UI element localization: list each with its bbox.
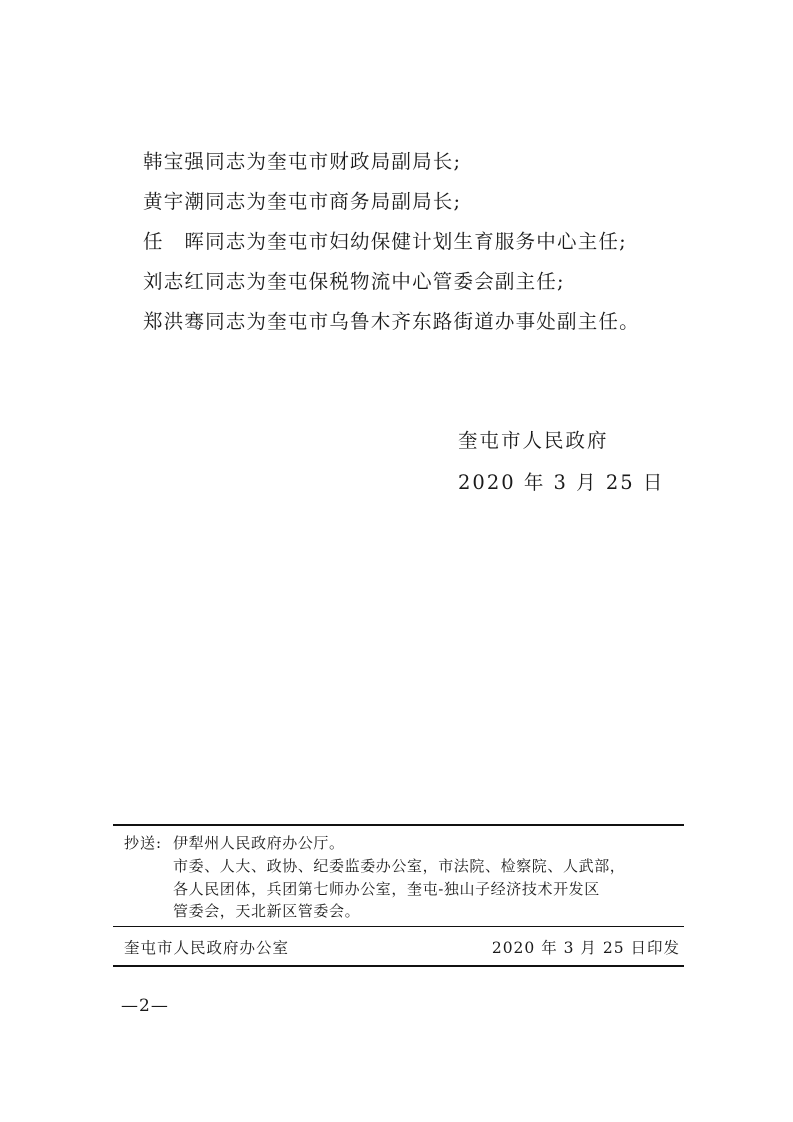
middle-divider — [113, 926, 684, 927]
cc-line: 管委会，天北新区管委会。 — [173, 902, 361, 920]
cc-line: 伊犁州人民政府办公厅。 — [173, 834, 345, 852]
signing-organization: 奎屯市人民政府 — [458, 429, 609, 452]
signing-date: 2020 年 3 月 25 日 — [458, 471, 665, 494]
appointment-line: 韩宝强同志为奎屯市财政局副局长; — [143, 150, 462, 173]
appointment-line: 刘志红同志为奎屯保税物流中心管委会副主任; — [143, 270, 565, 293]
bottom-divider — [113, 965, 684, 967]
appointment-line: 郑洪骞同志为奎屯市乌鲁木齐东路街道办事处副主任。 — [143, 310, 640, 333]
appointment-line: 黄宇潮同志为奎屯市商务局副局长; — [143, 190, 462, 213]
appointment-line: 任 晖同志为奎屯市妇幼保健计划生育服务中心主任; — [143, 230, 627, 253]
cc-line: 各人民团体，兵团第七师办公室，奎屯-独山子经济技术开发区 — [173, 880, 600, 898]
top-divider — [113, 824, 684, 826]
issuing-office: 奎屯市人民政府办公室 — [124, 939, 290, 957]
page-number: —2— — [121, 996, 169, 1016]
cc-line: 市委、人大、政协、纪委监委办公室，市法院、检察院、人武部， — [173, 857, 626, 875]
cc-label: 抄送: — [124, 834, 163, 852]
print-date: 2020 年 3 月 25 日印发 — [491, 939, 680, 957]
